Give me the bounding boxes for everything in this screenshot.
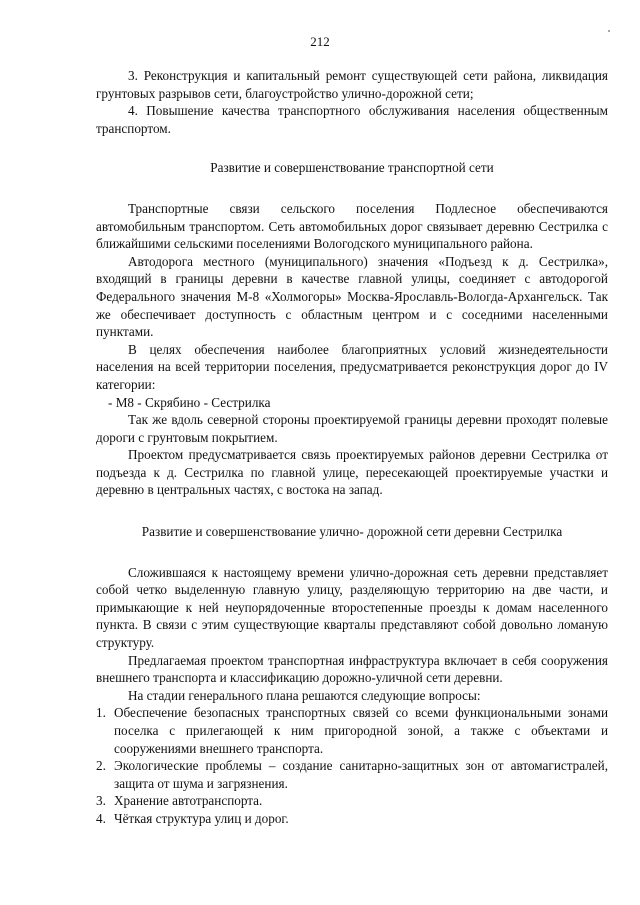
paragraph: Проектом предусматривается связь проектируемых районов деревни Сестрилка от подъезда к д. Сестрилка по главной улице, пересекающей проектируемые участки и деревню в центральных частях, с востока на запад. xyxy=(96,447,608,498)
road-list-item: - М8 - Скрябино - Сестрилка xyxy=(108,394,271,410)
paragraph: Автодорога местного (муниципального) значения «Подъезд к д. Сестрилка», входящий в границы деревни в качестве главной улицы, соединяет с автодорогой Федерального значения М-8 «Холмогоры» Москва-Ярославль-Вологда-Архангельск. Так же обеспечивает доступность с областным центром и с соседними населенными пунктами. xyxy=(96,253,608,340)
list-item-number: 3. xyxy=(96,793,106,809)
section-heading-transport-network: Развитие и совершенствование транспортной сети xyxy=(210,160,494,176)
paragraph: Так же вдоль северной стороны проектируемой границы деревни проходят полевые дороги с грунтовым покрытием. xyxy=(96,412,608,445)
list-item xyxy=(96,810,608,828)
paragraph: В целях обеспечения наиболее благоприятных условий жизнедеятельности населения на всей территории поселения, предусматривается реконструкция дорог до IV категории: xyxy=(96,341,608,392)
document-body xyxy=(96,67,608,828)
intro-item-4: 4. Повышение качества транспортного обслуживания населения общественным транспортом. xyxy=(96,103,608,136)
paragraph: На стадии генерального плана решаются следующие вопросы: xyxy=(128,687,481,703)
page-number: 212 xyxy=(310,34,330,49)
intro-item-3: 3. Реконструкция и капитальный ремонт существующей сети района, ликвидация грунтовых разрывов сети, благоустройство улично-дорожной сети; xyxy=(96,68,608,101)
list-item xyxy=(96,792,608,810)
scan-speck xyxy=(608,30,610,32)
list-item-number: 1. xyxy=(96,705,106,721)
list-item-text: Чёткая структура улиц и дорог. xyxy=(114,810,289,826)
list-item xyxy=(96,704,608,757)
paragraph: Предлагаемая проектом транспортная инфраструктура включает в себя сооружения внешнего транспорта и классификацию дорожно-уличной сети деревни. xyxy=(96,652,608,686)
list-item xyxy=(96,757,608,792)
list-item-text: Обеспечение безопасных транспортных связей со всеми функциональными зонами поселка с прилегающей к ним пригородной зоной, а также с объектами и сооружениями внешнего транспорта. xyxy=(114,705,608,756)
issues-list xyxy=(96,704,608,827)
list-item-text: Экологические проблемы – создание санитарно-защитных зон от автомагистралей, защита от шума и загрязнения. xyxy=(114,758,608,791)
section-heading-street-network: Развитие и совершенствование улично- дорожной сети деревни Сестрилка xyxy=(141,524,563,540)
list-item-number: 4. xyxy=(96,810,106,826)
paragraph: Транспортные связи сельского поселения Подлесное обеспечиваются автомобильным транспортом. Сеть автомобильных дорог связывает деревню Сестрилка с ближайшими сельскими поселениями Вологодского муниципального района. xyxy=(96,200,608,252)
list-item-text: Хранение автотранспорта. xyxy=(114,793,263,809)
paragraph: Сложившаяся к настоящему времени улично-дорожная сеть деревни представляет собой четко выделенную главную улицу, разделяющую территорию на две части, и примыкающие к ней неупорядоченные второстепенные проезды к домам населенного пункта. В связи с этим существующие кварталы представляют собой довольно ломаную структуру. xyxy=(96,564,608,651)
list-item-number: 2. xyxy=(96,758,106,774)
